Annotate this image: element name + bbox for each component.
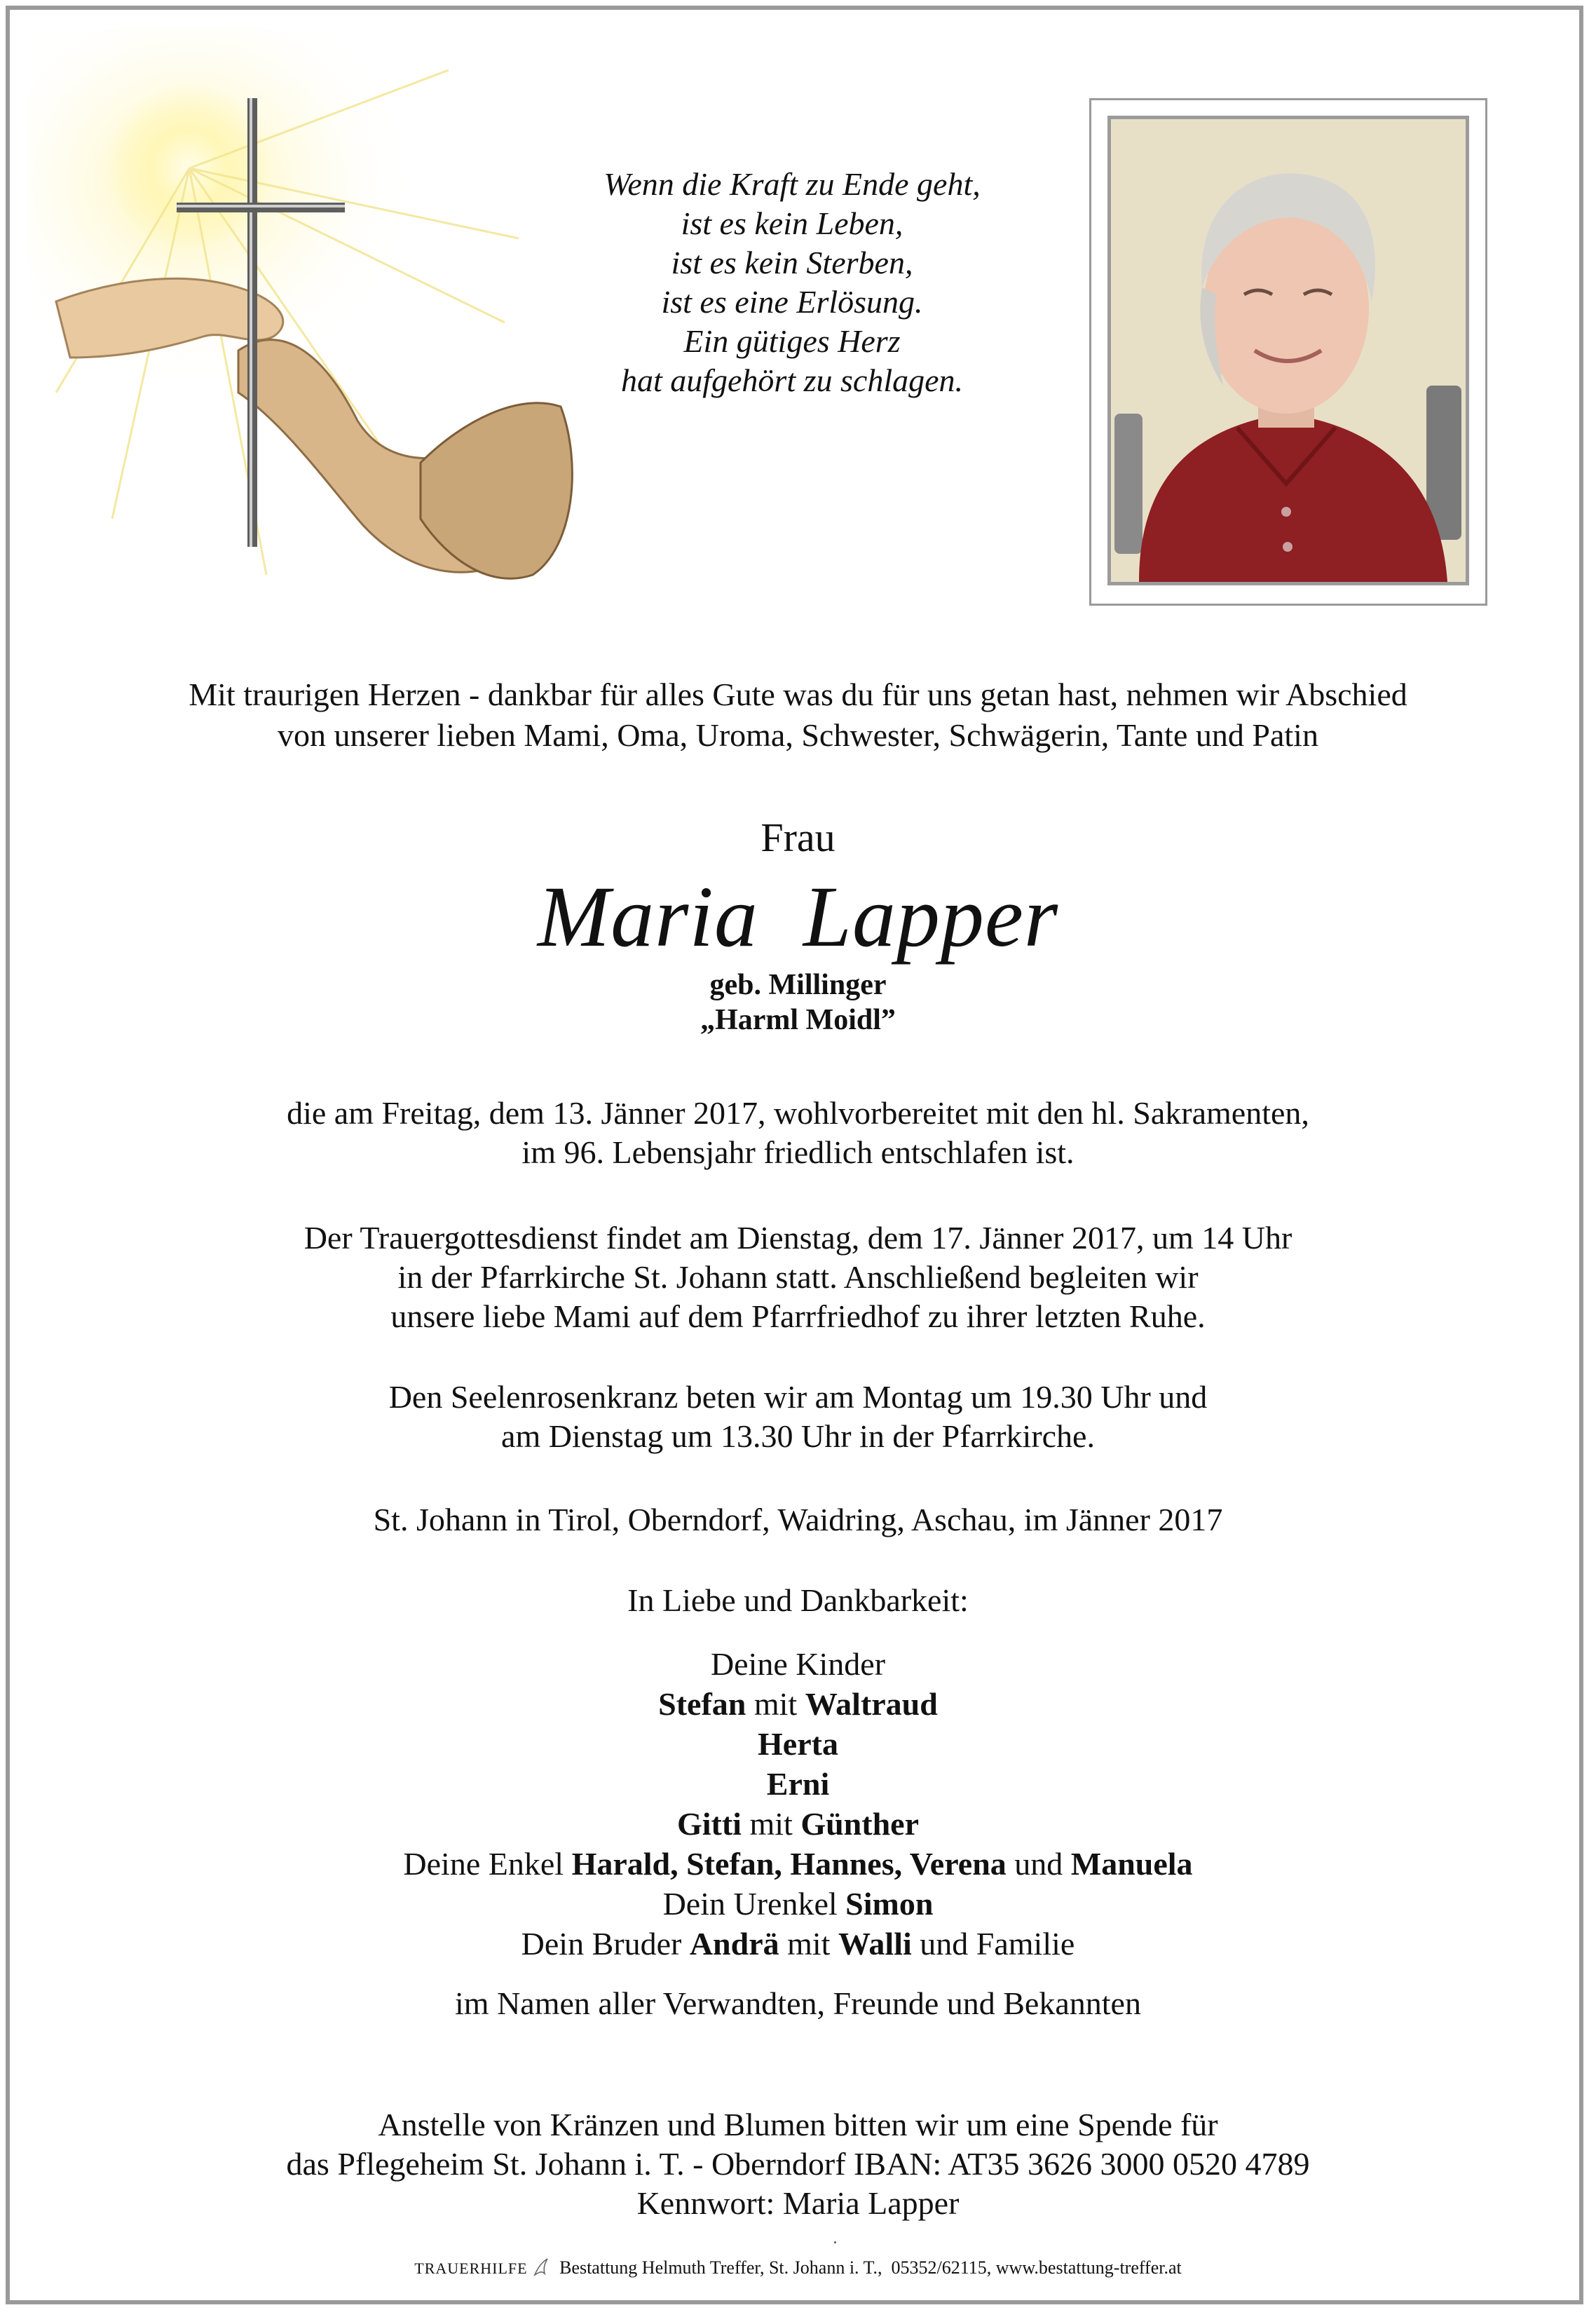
rosary-line: Den Seelenrosenkranz beten wir am Montag um 19.30 Uhr und (388, 1379, 1208, 1415)
dove-icon (532, 2257, 550, 2278)
maiden-name-block (0, 967, 1596, 1038)
poem-line: ist es kein Sterben, (671, 245, 913, 280)
divider-dot (834, 2241, 836, 2243)
deceased-name: Maria Lapper (537, 869, 1059, 965)
donation-request (0, 2105, 1596, 2223)
grandchildren-names: Harald, Stefan, Hannes, Verena (571, 1846, 1007, 1882)
poem-line: ist es eine Erlösung. (661, 284, 923, 320)
rosary-info (0, 1378, 1596, 1456)
brother-name: Andrä (689, 1926, 779, 1962)
intro-text (0, 674, 1596, 756)
donation-line: Anstelle von Kränzen und Blumen bitten wir um eine Spende für (378, 2107, 1218, 2142)
footer (0, 2256, 1596, 2281)
child-name: Erni (766, 1766, 830, 1802)
poem (491, 165, 1093, 400)
death-notice (0, 1094, 1596, 1172)
rosary-line: am Dienstag um 13.30 Uhr in der Pfarrkirche. (501, 1418, 1095, 1454)
grandchildren-label: Deine Enkel (403, 1846, 572, 1882)
donation-line: Kennwort: Maria Lapper (636, 2185, 960, 2221)
mourners-list (0, 1644, 1596, 1964)
service-line: unsere liebe Mami auf dem Pfarrfriedhof zu ihrer letzten Ruhe. (390, 1298, 1206, 1334)
intro-line: Mit traurigen Herzen - dankbar für alles Gute was du für uns getan hast, nehmen wir Abschied (189, 677, 1407, 712)
brother-label: Dein Bruder (521, 1926, 690, 1962)
death-line: die am Freitag, dem 13. Jänner 2017, wohlvorbereitet mit den hl. Sakramenten, (287, 1095, 1309, 1131)
child-name: Herta (758, 1726, 838, 1762)
poem-line: Ein gütiges Herz (683, 323, 901, 359)
connector: und (1006, 1846, 1071, 1882)
love-line: In Liebe und Dankbarkeit: (627, 1582, 969, 1618)
child-name: Stefan (658, 1686, 746, 1722)
funeral-service (0, 1218, 1596, 1336)
children-label: Deine Kinder (710, 1646, 886, 1682)
child-entry (0, 1684, 1596, 1724)
brother-entry (0, 1924, 1596, 1964)
connector: mit (741, 1806, 801, 1842)
great-grandchild-entry (0, 1884, 1596, 1924)
connector: mit (746, 1686, 805, 1722)
nickname: „Harml Moidl” (700, 1004, 896, 1036)
death-line: im 96. Lebensjahr friedlich entschlafen ist. (521, 1134, 1075, 1170)
place-date: St. Johann in Tirol, Oberndorf, Waidring, Aschau, im Jänner 2017 (373, 1502, 1223, 1537)
partner-name: Waltraud (805, 1686, 938, 1722)
intro-line: von unserer lieben Mami, Oma, Uroma, Schwester, Schwägerin, Tante und Patin (278, 717, 1318, 753)
great-grandchild-name: Simon (845, 1886, 934, 1922)
poem-line: Wenn die Kraft zu Ende geht, (603, 166, 981, 202)
donation-line: das Pflegeheim St. Johann i. T. - Oberndorf IBAN: AT35 3626 3000 0520 4789 (286, 2146, 1310, 2182)
connector: mit (779, 1926, 838, 1962)
partner-name: Günther (800, 1806, 919, 1842)
maiden-name: geb. Millinger (709, 969, 887, 1001)
grandchild-name: Manuela (1070, 1846, 1193, 1882)
child-name: Gitti (676, 1806, 742, 1842)
brother-partner-name: Walli (838, 1926, 912, 1962)
brother-rest: und Familie (911, 1926, 1075, 1962)
footer-brand: TRAUERHILFE (414, 2260, 528, 2277)
service-line: Der Trauergottesdienst findet am Dienstag, dem 17. Jänner 2017, um 14 Uhr (303, 1220, 1293, 1256)
poem-line: hat aufgehört zu schlagen. (620, 362, 964, 398)
poem-line: ist es kein Leben, (681, 205, 903, 241)
child-entry (0, 1804, 1596, 1844)
grandchildren-entry (0, 1844, 1596, 1884)
portrait-photo (1107, 116, 1469, 585)
footer-text: Bestattung Helmuth Treffer, St. Johann i. T., 05352/62115, www.bestattung-treffer.at (554, 2257, 1182, 2278)
service-line: in der Pfarrkirche St. Johann statt. Anschließend begleiten wir (397, 1259, 1199, 1295)
on-behalf-line: im Namen aller Verwandten, Freunde und Bekannten (455, 1985, 1141, 2021)
great-grandchild-label: Dein Urenkel (662, 1886, 846, 1922)
salutation: Frau (761, 815, 835, 860)
